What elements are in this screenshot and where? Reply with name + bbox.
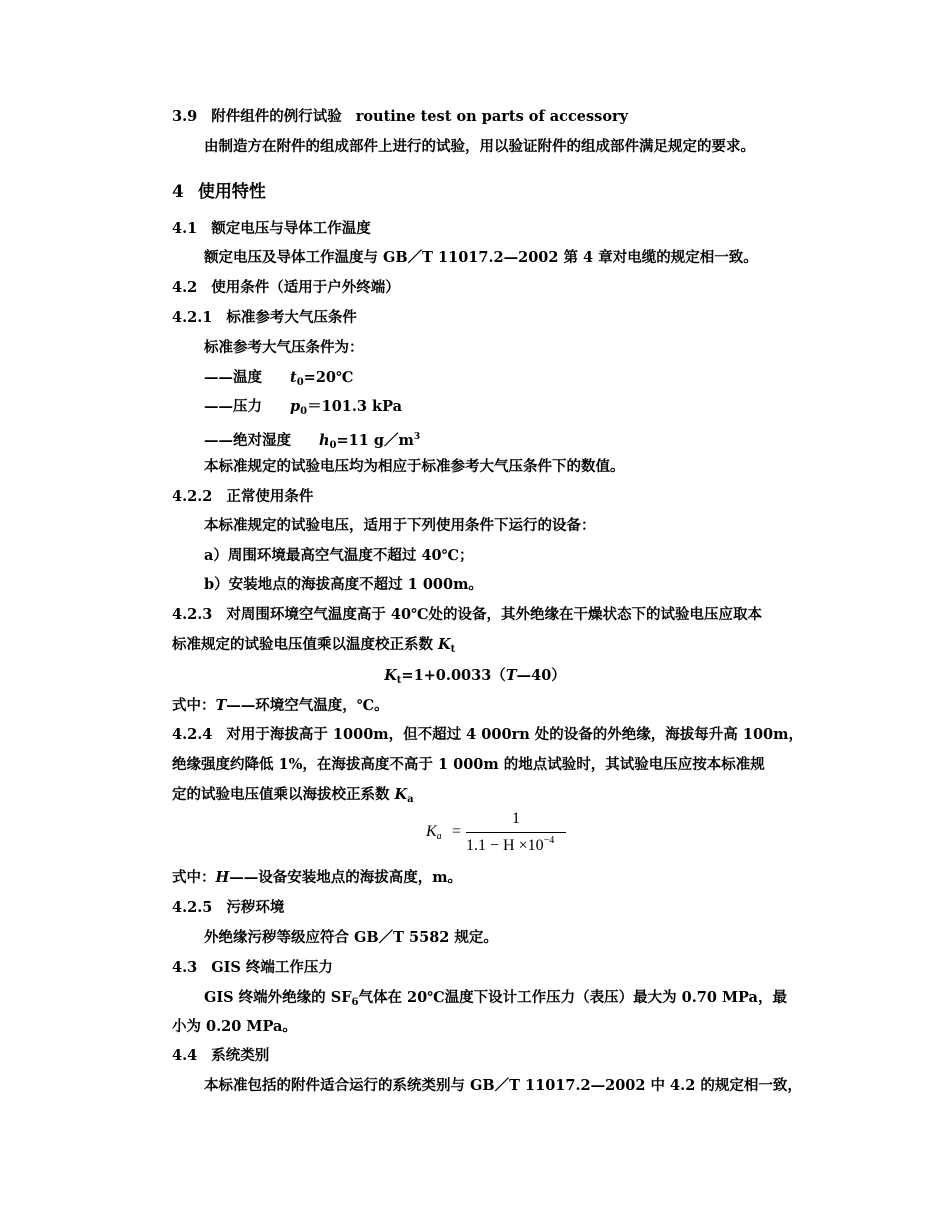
section-number: 3.9 [172,108,198,125]
formula-part: =1+0.0033（ [401,667,506,684]
coefficient-symbol: K [394,786,408,803]
fraction-bar [466,832,566,833]
condition-subscript: 0 [329,440,337,451]
coefficient-subscript: t [450,644,456,655]
formula-symbol: K [384,667,397,684]
section-4-2-1-heading [172,308,357,328]
section-4-4-heading [172,1046,269,1066]
section-4-4-body: 本标准包括的附件适合运行的系统类别与 GB／T 11017.2—2002 中 4.2 的规定相一致， [204,1077,802,1094]
condition-symbol: p [290,398,301,415]
condition-symbol: t [290,369,297,386]
formula-numerator: 1 [512,810,520,827]
condition-superscript: 3 [413,432,421,442]
section-4-2-4-line1 [172,725,803,745]
condition-symbol: h [319,432,330,449]
formula-part: —40） [516,667,566,684]
section-text: 定的试验电压值乘以海拔校正系数 [172,786,395,803]
formula-lhs [426,823,442,842]
denominator-exponent: −4 [543,835,555,846]
section-title: 正常使用条件 [226,488,314,505]
section-number: 4 [172,182,184,202]
condition-value: =11 g／m [336,432,414,449]
temperature-condition [204,368,353,393]
section-number: 4.1 [172,220,198,237]
where-symbol: H [215,869,230,886]
pressure-condition [204,397,402,422]
coefficient-symbol: K [438,636,451,653]
section-number: 4.2.2 [172,488,213,505]
section-4-2-4-line3 [172,785,414,810]
formula-symbol: K [426,823,437,840]
section-4-2-3-line1 [172,605,762,625]
formula-subscript: t [396,675,402,686]
section-number: 4.4 [172,1047,198,1064]
section-title: 污秽环境 [226,899,285,916]
section-4-3-line2: 小为 0.20 MPa。 [172,1018,297,1035]
section-title: 系统类别 [211,1047,270,1064]
section-4-2-5-body: 外绝缘污秽等级应符合 GB／T 5582 规定。 [204,929,498,946]
section-number: 4.2 [172,279,198,296]
section-4-heading [172,182,266,202]
where-text: ——环境空气温度，℃。 [226,697,389,714]
where-prefix: 式中： [172,697,216,714]
formula-subscript: 6 [351,997,359,1008]
list-item-a: a）周围环境最高空气温度不超过 40℃； [204,547,474,564]
section-text: 对用于海拔高于 1000m，但不超过 4 000rn 处的设备的外绝缘，海拔每升高 100m， [226,726,803,743]
section-4-2-3-where [172,696,389,716]
section-number: 4.2.4 [172,726,213,743]
section-title: 标准参考大气压条件 [226,309,357,326]
section-4-2-1-intro: 标准参考大气压条件为： [204,339,364,356]
section-4-2-heading [172,278,400,298]
section-3-9-heading [172,107,628,127]
section-text: 气体在 20℃温度下设计工作压力（表压）最大为 0.70 MPa，最 [358,989,787,1006]
condition-value: ＝101.3 kPa [307,398,403,415]
section-4-2-1-note: 本标准规定的试验电压均为相应于标准参考大气压条件下的数值。 [204,458,625,475]
section-4-2-4-line2: 绝缘强度约降低 1%，在海拔高度不高于 1 000m 的地点试验时，其试验电压应按本标准规 [172,756,765,773]
section-title: 额定电压与导体工作温度 [211,220,371,237]
where-prefix: 式中： [172,869,216,886]
list-item-b: b）安装地点的海拔高度不超过 1 000m。 [204,576,483,593]
section-4-3-line1 [204,988,787,1013]
section-4-2-5-heading [172,898,284,918]
section-4-2-4-where [172,868,462,888]
section-number: 4.2.1 [172,309,213,326]
condition-label: ——温度 [204,369,262,386]
humidity-condition [204,427,420,456]
section-text: 标准规定的试验电压值乘以温度校正系数 [172,636,439,653]
formula-denominator [466,835,576,855]
section-3-9-body: 由制造方在附件的组成部件上进行的试验，用以验证附件的组成部件满足规定的要求。 [204,138,755,155]
formula-subscript: a [436,831,442,842]
temperature-formula [0,666,950,691]
altitude-formula [426,812,576,862]
section-title-en: routine test on parts of accessory [355,108,629,125]
condition-value: =20℃ [303,369,354,386]
section-title: 使用特性 [197,182,266,202]
section-title: 使用条件（适用于户外终端） [211,279,400,296]
section-text: 对周围环境空气温度高于 40℃处的设备，其外绝缘在干燥状态下的试验电压应取本 [226,606,762,623]
condition-subscript: 0 [296,377,304,388]
section-4-1-heading [172,219,371,239]
section-4-3-heading [172,958,333,978]
section-text: GIS 终端外绝缘的 SF [204,989,352,1006]
condition-subscript: 0 [300,406,308,417]
section-title: 附件组件的例行试验 [211,108,342,125]
where-text: ——设备安装地点的海拔高度，m。 [229,869,463,886]
formula-variable: T [505,667,517,684]
condition-label: ——压力 [204,398,262,415]
condition-label: ——绝对湿度 [204,432,291,449]
denominator-text: 1.1 − H ×10 [466,837,544,854]
section-number: 4.3 [172,959,198,976]
formula-equals: = [452,823,462,840]
section-title: GIS 终端工作压力 [211,959,333,976]
section-number: 4.2.5 [172,899,213,916]
section-4-1-body: 额定电压及导体工作温度与 GB／T 11017.2—2002 第 4 章对电缆的规定相一致。 [204,249,758,266]
section-4-2-2-heading [172,487,313,507]
where-symbol: T [215,697,227,714]
section-4-2-3-line2 [172,635,455,660]
coefficient-subscript: a [407,794,414,805]
section-4-2-2-intro: 本标准规定的试验电压，适用于下列使用条件下运行的设备： [204,517,596,534]
section-number: 4.2.3 [172,606,213,623]
